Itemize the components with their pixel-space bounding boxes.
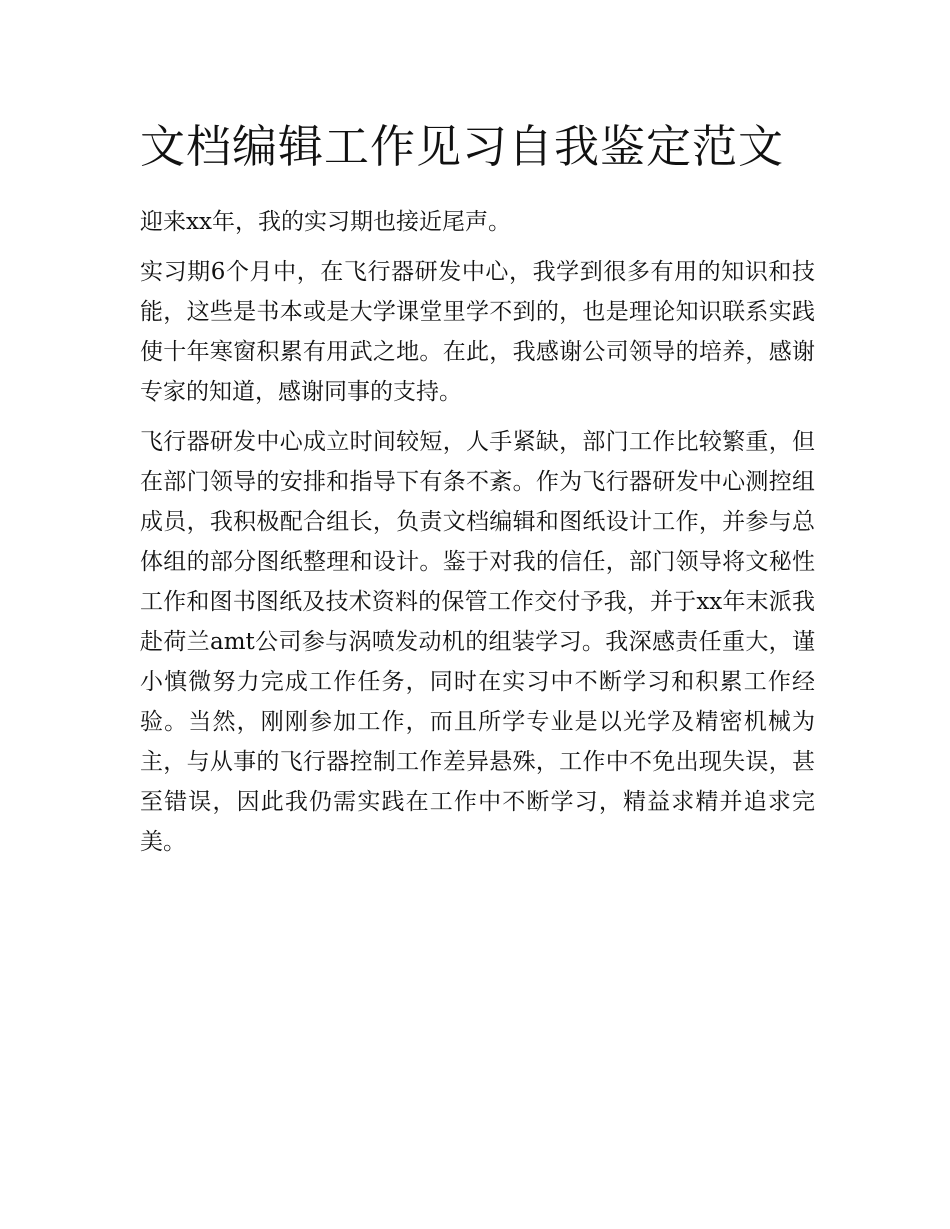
paragraph-intro: 迎来xx年，我的实习期也接近尾声。 <box>140 209 511 235</box>
paragraph-internship-gains: 实习期6个月中，在飞行器研发中心，我学到很多有用的知识和技能，这些是书本或是大学课堂里学不到的，也是理论知识联系实践使十年寒窗积累有用武之地。在此，我感谢公司领导的培养，感谢专家的知道，感谢同事的支持。 <box>140 259 815 405</box>
document-body <box>140 108 815 872</box>
document-title: 文档编辑工作见习自我鉴定范文 <box>140 120 785 173</box>
paragraph-work-details: 飞行器研发中心成立时间较短，人手紧缺，部门工作比较繁重，但在部门领导的安排和指导下有条不紊。作为飞行器研发中心测控组成员，我积极配合组长，负责文档编辑和图纸设计工作，并参与总体组的部分图纸整理和设计。鉴于对我的信任，部门领导将文秘性工作和图书图纸及技术资料的保管工作交付予我，并于xx年末派我赴荷兰amt公司参与涡喷发动机的组装学习。我深感责任重大，谨小慎微努力完成工作任务，同时在实习中不断学习和积累工作经验。当然，刚刚参加工作，而且所学专业是以光学及精密机械为主，与从事的飞行器控制工作差异悬殊，工作中不免出现失误，甚至错误，因此我仍需实践在工作中不断学习，精益求精并追求完美。 <box>140 429 815 855</box>
